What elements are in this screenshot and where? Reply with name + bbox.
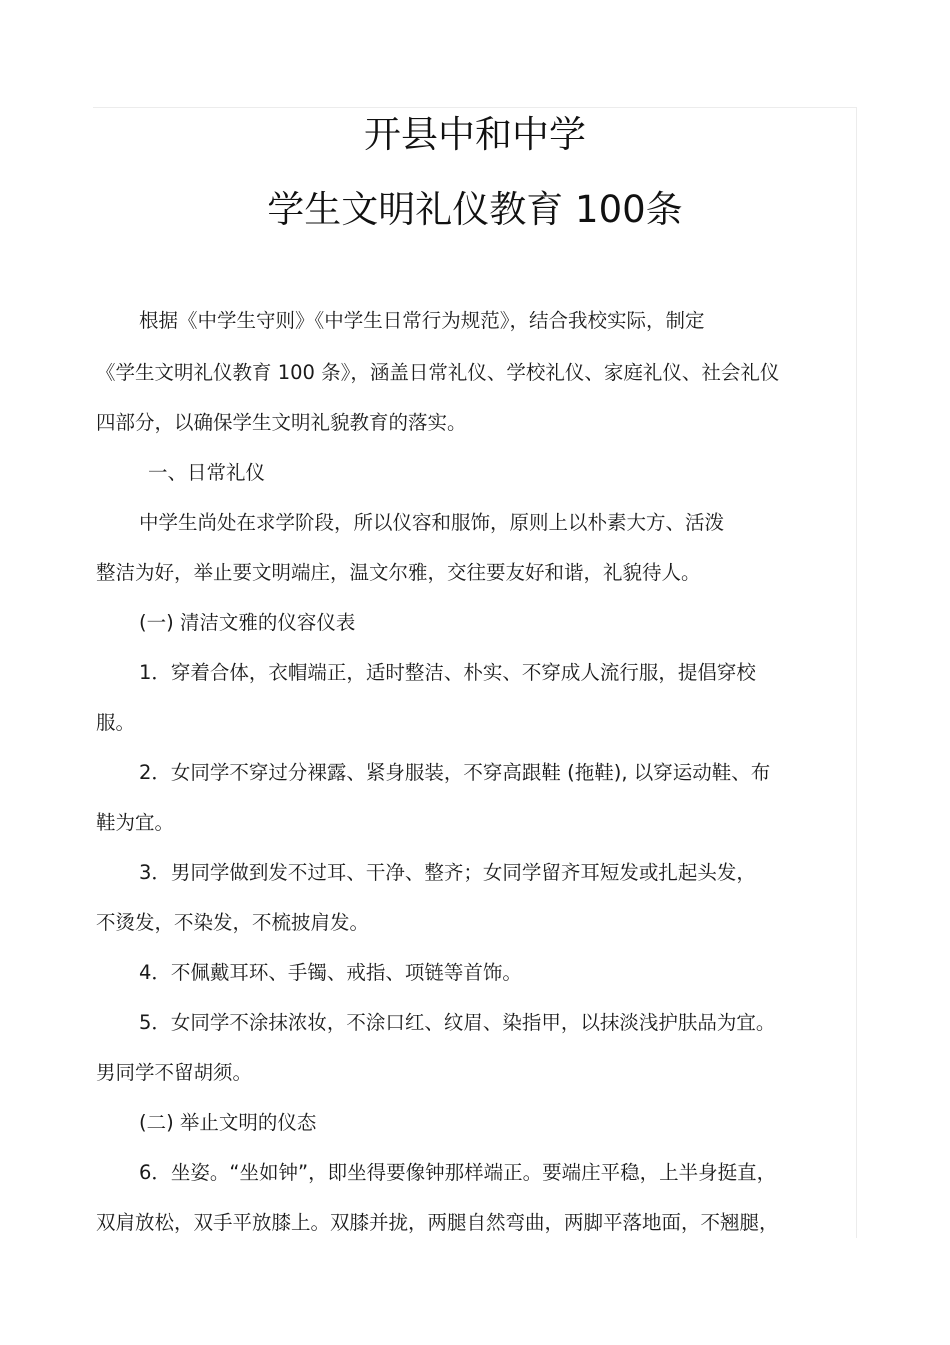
subsection-heading-manners: (二) 举止文明的仪态 (139, 1111, 317, 1134)
rule-1-line-2: 服。 (96, 711, 136, 734)
daily-paragraph-line-1: 中学生尚处在求学阶段，所以仪容和服饰，原则上以朴素大方、活泼 (139, 511, 725, 534)
rule-2-line-1: 2．女同学不穿过分裸露、紧身服装，不穿高跟鞋 (拖鞋), 以穿运动鞋、布 (139, 761, 771, 784)
rule-6-line-1: 6．坐姿。“坐如钟”，即坐得要像钟那样端正。要端庄平稳，上半身挺直， (139, 1161, 777, 1184)
subsection-heading-appearance: (一) 清洁文雅的仪容仪表 (139, 611, 356, 634)
rule-5-line-1: 5．女同学不涂抹浓妆，不涂口红、纹眉、染指甲，以抹淡浅护肤品为宜。 (139, 1011, 776, 1034)
rule-6-line-2: 双肩放松，双手平放膝上。双膝并拢，两腿自然弯曲，两脚平落地面，不翘腿， (96, 1211, 779, 1234)
rule-3-line-2: 不烫发，不染发，不梳披肩发。 (96, 911, 370, 934)
document-title: 开县中和中学 (364, 113, 586, 156)
intro-paragraph-line-1: 根据《中学生守则》《中学生日常行为规范》，结合我校实际，制定 (139, 309, 705, 332)
rule-4-line-1: 4．不佩戴耳环、手镯、戒指、项链等首饰。 (139, 961, 522, 984)
document-subtitle: 学生文明礼仪教育 100条 (267, 188, 683, 231)
daily-paragraph-line-2: 整洁为好，举止要文明端庄，温文尔雅，交往要友好和谐，礼貌待人。 (96, 561, 701, 584)
rule-5-line-2: 男同学不留胡须。 (96, 1061, 253, 1084)
rule-2-line-2: 鞋为宜。 (96, 811, 175, 834)
rule-3-line-1: 3．男同学做到发不过耳、干净、整齐；女同学留齐耳短发或扎起头发， (139, 861, 756, 884)
section-heading-daily-etiquette: 一、日常礼仪 (148, 461, 266, 484)
intro-paragraph-line-2: 《学生文明礼仪教育 100 条》，涵盖日常礼仪、学校礼仪、家庭礼仪、社会礼仪 (96, 361, 780, 384)
intro-paragraph-line-3: 四部分，以确保学生文明礼貌教育的落实。 (96, 411, 467, 434)
rule-1-line-1: 1．穿着合体，衣帽端正，适时整洁、朴实、不穿成人流行服，提倡穿校 (139, 661, 756, 684)
